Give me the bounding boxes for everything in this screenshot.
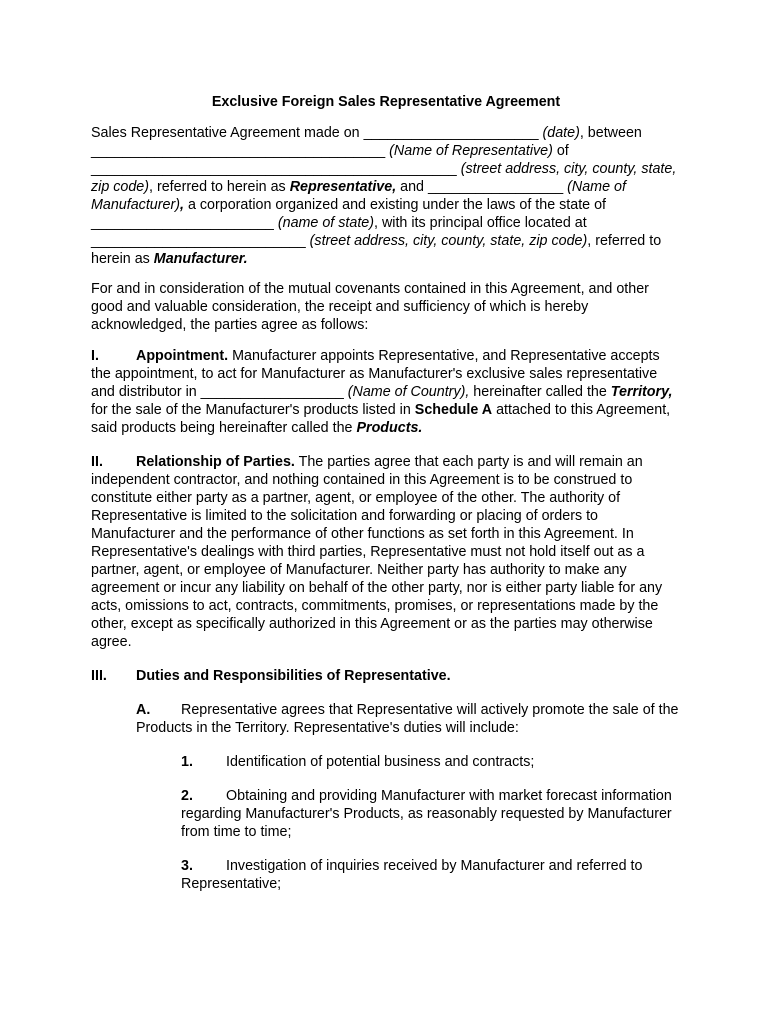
intro-text-6: a corporation organized and existing under the laws of the state of _______________________ (91, 197, 607, 231)
section-heading: Duties and Responsibilities of Representative. (136, 668, 451, 684)
section-number: I. (91, 348, 99, 364)
manufacturer-name-placeholder: (Name of Manufacturer) (91, 179, 626, 213)
products-term: Products. (356, 420, 423, 436)
section-text-2: hereinafter called the (469, 384, 611, 400)
section-appointment (91, 347, 681, 437)
section-number: III. (91, 668, 107, 684)
country-placeholder: (Name of Country), (347, 384, 470, 400)
subsection-text: Representative agrees that Representative will actively promote the sale of the Products in the Territory. Representative's duties will include: (136, 702, 679, 736)
list-item (181, 787, 681, 841)
intro-text-3: of ______________________________________________ (91, 143, 569, 177)
section-heading: Appointment. (136, 348, 229, 364)
list-item-text: Identification of potential business and contracts; (226, 754, 535, 770)
intro-text-7: , with its principal office located at ___________________________ (91, 215, 587, 249)
section-duties (91, 667, 681, 685)
section-text-3: for the sale of the Manufacturer's products listed in (91, 402, 415, 418)
subsection-a (136, 701, 681, 737)
intro-text-4: , referred to herein as (149, 179, 290, 195)
list-item-text: Obtaining and providing Manufacturer with market forecast information regarding Manufacturer's Products, as reasonably requested by Manufacturer from time to time; (181, 788, 672, 840)
intro-text-1: Sales Representative Agreement made on ______________________ (91, 125, 543, 141)
intro-comma: , (180, 197, 184, 213)
state-placeholder: (name of state) (277, 215, 375, 231)
consideration-paragraph: For and in consideration of the mutual covenants contained in this Agreement, and other good and valuable consideration, the receipt and sufficiency of which is hereby acknowledged, the parties agree as follows: (91, 281, 649, 333)
list-item-number: 3. (181, 858, 193, 874)
section-number: II. (91, 454, 103, 470)
date-placeholder: (date) (542, 125, 580, 141)
list-item-number: 2. (181, 788, 193, 804)
intro-text-8: , referred to herein as (91, 233, 662, 267)
document-body (91, 93, 681, 909)
territory-term: Territory, (610, 384, 673, 400)
section-heading: Relationship of Parties. (136, 454, 295, 470)
section-relationship (91, 453, 681, 651)
list-item-text: Investigation of inquiries received by Manufacturer and referred to Representative; (181, 858, 643, 892)
representative-name-placeholder: (Name of Representative) (389, 143, 553, 159)
intro-paragraph (91, 124, 681, 268)
section-text-1: Manufacturer appoints Representative, and Representative accepts the appointment, to act for Manufacturer as Manufacturer's exclusive sales representative and distributor in __________________ (91, 348, 660, 400)
list-item-number: 1. (181, 754, 193, 770)
representative-address-placeholder: (street address, city, county, state, zip code) (91, 161, 677, 195)
manufacturer-address-placeholder: (street address, city, county, state, zip code) (309, 233, 588, 249)
manufacturer-term: Manufacturer. (153, 251, 248, 267)
intro-text-5: and _________________ (396, 179, 568, 195)
subsection-number: A. (136, 702, 151, 718)
document-title: Exclusive Foreign Sales Representative Agreement (211, 94, 561, 110)
representative-term: Representative, (289, 179, 397, 195)
list-item (181, 857, 681, 893)
section-text-4: attached to this Agreement, said products being hereinafter called the (91, 402, 671, 436)
section-text: The parties agree that each party is and will remain an independent contractor, and nothing contained in this Agreement is to be construed to constitute either party as a partner, agent, or employee of the other. The authority of Representative is limited to the solicitation and forwarding or placing of orders to Manufacturer and the performance of other functions as set forth in this Agreement. In Representative's dealings with third parties, Representative must not hold itself out as a partner, agent, or employee of Manufacturer. Neither party has authority to make any agreement or incur any liability on behalf of the other party, nor is either party liable for any acts, omissions to act, contracts, commitments, promises, or representations made by the other, except as specifically authorized in this Agreement or as the parties may otherwise agree. (91, 454, 663, 650)
list-item (181, 753, 681, 771)
intro-text-2: , between _____________________________________ (91, 125, 642, 159)
schedule-a-term: Schedule A (414, 402, 493, 418)
